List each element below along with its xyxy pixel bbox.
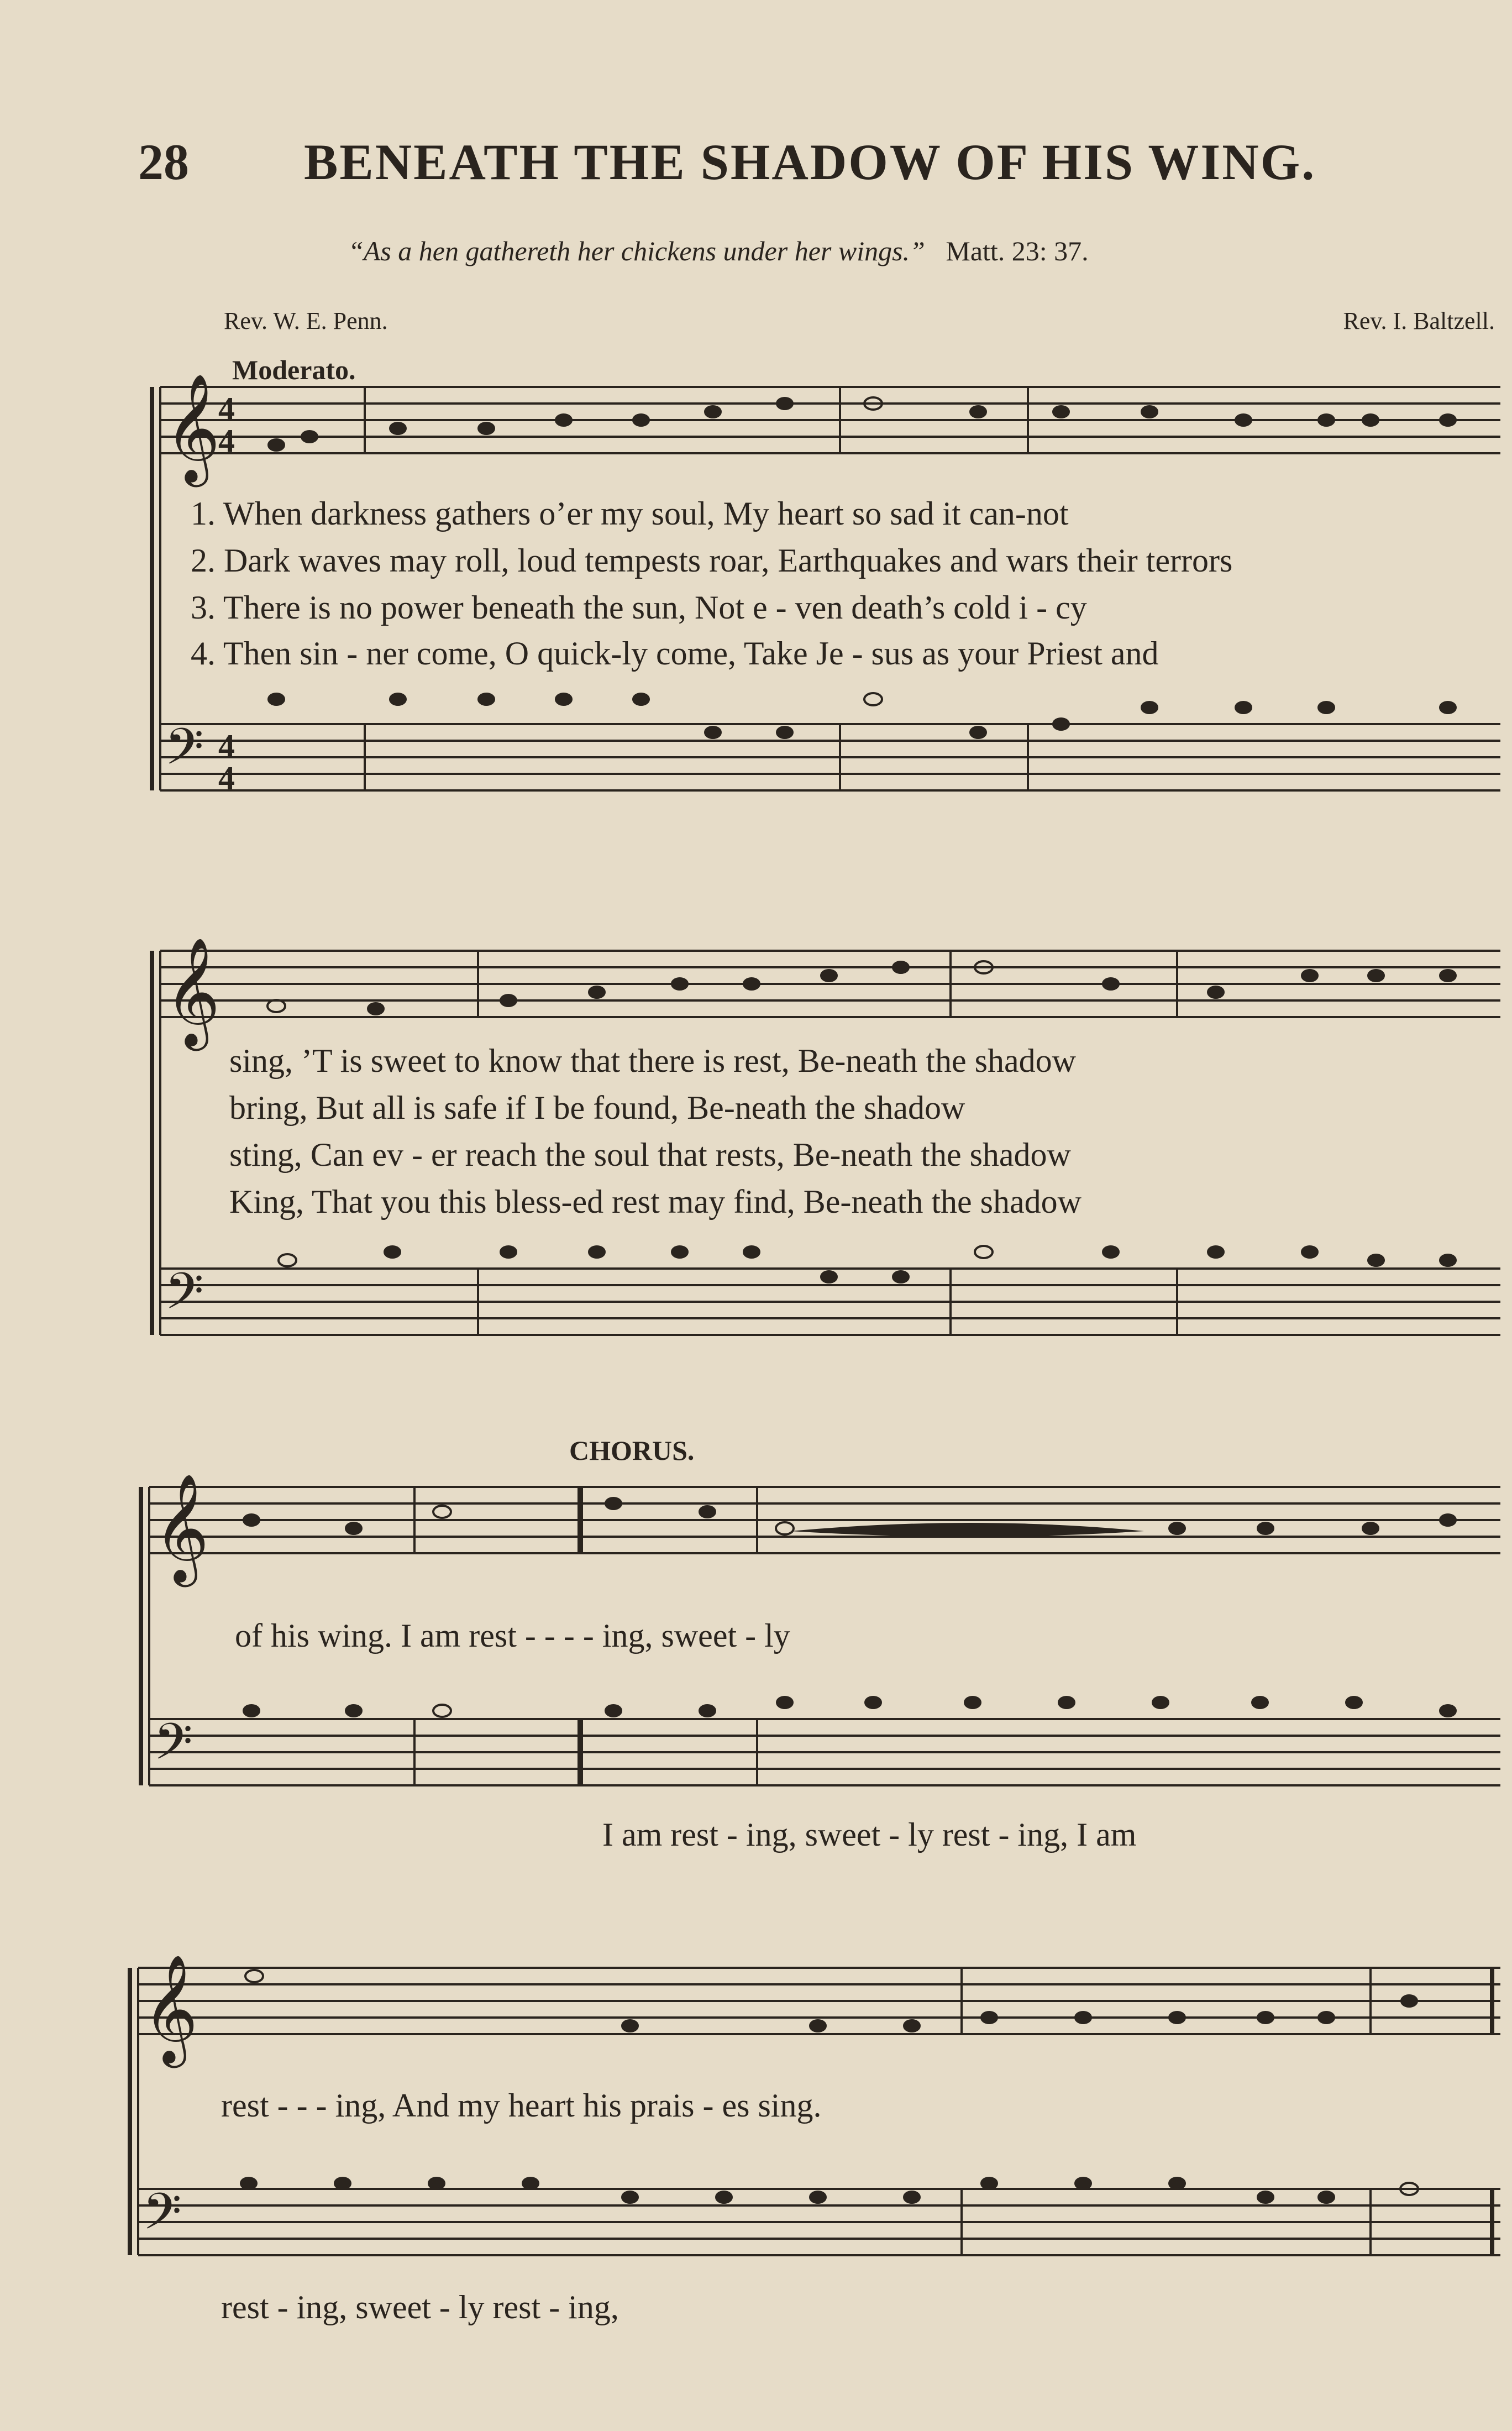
svg-text:4: 4 [218,423,235,459]
system1-verse-1: 1. When darkness gathers o’er my soul, My heart so sad it can-not [191,495,1069,532]
epigraph-reference: Matt. 23: 37. [946,235,1089,266]
system1-verse-2: 2. Dark waves may roll, loud tempests roar, Earthquakes and wars their terrors [191,542,1233,579]
bass-clef-icon: 𝄢 [143,2182,182,2253]
page-number: 28 [138,134,189,190]
epigraph-quote: “As a hen gathereth her chickens under her wings.” [348,235,925,266]
lyricist-credit: Rev. W. E. Penn. [224,307,388,334]
hymn-title: BENEATH THE SHADOW OF HIS WING. [304,134,1316,190]
svg-text:4: 4 [218,728,235,764]
svg-text:4: 4 [218,391,235,427]
system1-verse-4: 4. Then sin - ner come, O quick-ly come, Take Je - sus as your Priest and [191,635,1159,672]
system2-verse-4: King, That you this bless-ed rest may find, Be-neath the shadow [229,1183,1082,1220]
treble-clef-icon: 𝄞 [154,1473,209,1583]
tie-mark [790,1523,1144,1537]
chorus-marking: CHORUS. [569,1435,695,1466]
bass-clef-icon: 𝄢 [165,1262,204,1333]
system4-lower-lyric: rest - ing, sweet - ly rest - ing, [221,2289,619,2325]
system3-lower-lyric: I am rest - ing, sweet - ly rest - ing, I am [602,1816,1137,1853]
system2-treble-staff [160,951,1500,1017]
system2-verse-1: sing, ’T is sweet to know that there is rest, Be-neath the shadow [229,1042,1076,1079]
system1-treble-staff [160,387,1500,453]
system2-verse-3: sting, Can ev - er reach the soul that rests, Be-neath the shadow [229,1136,1071,1173]
system2-verse-2: bring, But all is safe if I be found, Be-neath the shadow [229,1089,965,1126]
svg-text:4: 4 [218,760,235,797]
system1-bass-staff [160,724,1500,790]
tempo-marking: Moderato. [232,354,356,385]
treble-clef-icon: 𝄞 [165,373,221,483]
bass-clef-icon: 𝄢 [165,717,204,788]
composer-credit: Rev. I. Baltzell. [1343,307,1495,334]
treble-clef-icon: 𝄞 [143,1954,198,2063]
system3-treble-staff [149,1487,1500,1553]
system3-bass-staff [149,1719,1500,1785]
system4-upper-lyric: rest - - - ing, And my heart his prais - es sing. [221,2087,822,2124]
system3-upper-lyric: of his wing. I am rest - - - - ing, sweet - ly [235,1617,790,1654]
bass-clef-icon: 𝄢 [154,1712,193,1783]
treble-clef-icon: 𝄞 [165,937,221,1046]
system1-verse-3: 3. There is no power beneath the sun, Not e - ven death’s cold i - cy [191,589,1087,626]
